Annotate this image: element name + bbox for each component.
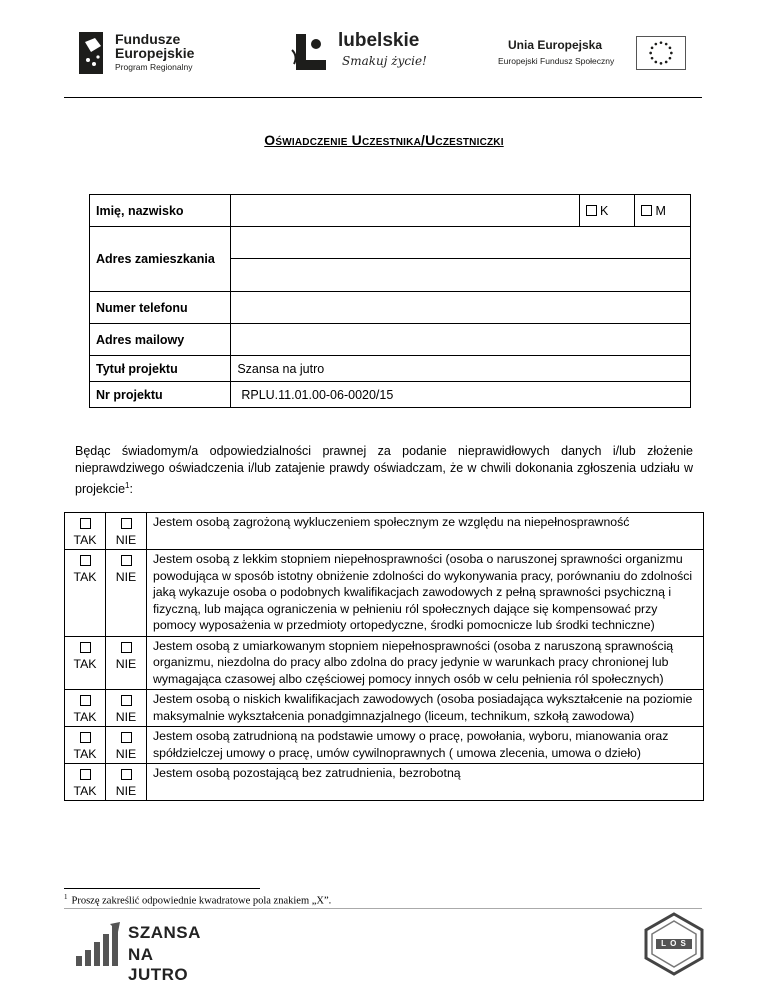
no-option[interactable]: [106, 764, 147, 801]
declaration-row: [65, 764, 704, 801]
fundusze-line1: Fundusze: [115, 31, 181, 47]
yes-label: TAK: [73, 710, 97, 724]
checkbox-icon: [80, 695, 91, 706]
los-text: L O S: [661, 939, 687, 948]
email-label: Adres mailowy: [90, 324, 231, 356]
declaration-row: [65, 550, 704, 637]
fundusze-europejskie-icon: [79, 30, 109, 74]
no-label: NIE: [115, 747, 137, 761]
los-logo: [642, 912, 706, 976]
project-number-value: RPLU.11.01.00-06-0020/15: [231, 382, 691, 408]
lubelskie-slogan: Smakuj życie!: [342, 54, 427, 68]
checkbox-icon: [641, 205, 652, 216]
header-divider: [64, 97, 702, 98]
phone-label: Numer telefonu: [90, 292, 231, 324]
declarations-table: [64, 512, 704, 801]
checkbox-icon: [121, 555, 132, 566]
yes-label: TAK: [73, 784, 97, 798]
gender-m-label: M: [655, 203, 666, 218]
checkbox-icon: [121, 695, 132, 706]
name-label: Imię, nazwisko: [90, 195, 231, 227]
eu-flag-icon: [636, 36, 686, 70]
no-label: NIE: [115, 570, 137, 584]
yes-label: TAK: [73, 570, 97, 584]
szansa-line2: NA JUTRO: [128, 945, 189, 984]
yes-label: TAK: [73, 533, 97, 547]
declaration-intro: [75, 443, 693, 498]
checkbox-icon: [121, 642, 132, 653]
yes-option[interactable]: [65, 690, 106, 727]
fundusze-sub: Program Regionalny: [115, 62, 193, 72]
no-option[interactable]: [106, 690, 147, 727]
gender-m-option[interactable]: [635, 195, 691, 227]
no-option[interactable]: [106, 636, 147, 690]
fundusze-line2: Europejskie: [115, 45, 195, 61]
checkbox-icon: [80, 642, 91, 653]
address-field-line1[interactable]: [231, 227, 691, 259]
unia-europejska-logo: [498, 36, 688, 74]
footnote-number: 1: [64, 893, 68, 901]
yes-option[interactable]: [65, 513, 106, 550]
intro-text: Będąc świadomym/a odpowiedzialności prawnej za podanie nieprawidłowych danych i/lub złożenie nieprawdziwego oświadczenia i/lub zatajenie prawdy oświadczam, że w chwili dokonania zgłoszenia udziału w projekcie: [75, 444, 693, 497]
declaration-row: [65, 690, 704, 727]
rising-bars-icon: [72, 922, 124, 966]
declaration-row: [65, 727, 704, 764]
declaration-text: Jestem osobą z lekkim stopniem niepełnosprawności (osoba o naruszonej sprawności organizmu powodująca w sposób istotny obniżenie zdolności do wykonywania pracy, porównaniu do zdolności jaką wykazuje osoba o podobnych kwalifikacjach zawodowych z pełną sprawności psychiczną i fizyczną, lub mająca ograniczenia w pełnieniu ról społecznych dające się kompensować przy pomocy wyposażenia w przedmioty ortopedyczne, środki pomocnicze lub środki techniczne): [147, 550, 704, 637]
phone-field[interactable]: [231, 292, 691, 324]
ue-sub: Europejski Fundusz Społeczny: [498, 56, 615, 66]
gender-k-option[interactable]: [580, 195, 635, 227]
checkbox-icon: [586, 205, 597, 216]
yes-label: TAK: [73, 656, 97, 671]
declaration-text: Jestem osobą z umiarkowanym stopniem niepełnosprawności (osoba z naruszoną sprawnością organizmu, niezdolna do pracy albo zdolna do pracy jedynie w warunkach pracy chronionej lub wymagająca czasowej albo częściowej pomocy innych osób w celu pełnienia ról społecznych): [147, 636, 704, 690]
gender-k-label: K: [600, 203, 609, 218]
project-title-label: Tytuł projektu: [90, 356, 231, 382]
no-label: NIE: [115, 784, 137, 798]
footnote: [64, 893, 331, 907]
yes-option[interactable]: [65, 727, 106, 764]
checkbox-icon: [121, 769, 132, 780]
email-field[interactable]: [231, 324, 691, 356]
checkbox-icon: [121, 732, 132, 743]
page-title: Oświadczenie Uczestnika/Uczestniczki: [264, 132, 504, 148]
address-label: Adres zamieszkania: [90, 227, 231, 292]
szansa-na-jutro-logo: [72, 918, 212, 984]
checkbox-icon: [80, 769, 91, 780]
checkbox-icon: [80, 732, 91, 743]
declaration-row: [65, 636, 704, 690]
footer-divider: [64, 908, 702, 909]
yes-option[interactable]: [65, 636, 106, 690]
lubelskie-logo: [290, 28, 430, 78]
no-label: NIE: [115, 710, 137, 724]
declaration-text: Jestem osobą zatrudnioną na podstawie umowy o pracę, powołania, wyboru, mianowania oraz spółdzielczej umowy o pracę, umów cywilnoprawnych ( umowa zlecenia, umowa o dzieło): [147, 727, 704, 764]
declaration-text: Jestem osobą zagrożoną wykluczeniem społecznym ze względu na niepełnosprawność: [147, 513, 704, 550]
intro-tail: :: [129, 482, 133, 497]
participant-form: [89, 194, 691, 408]
lubelskie-title: lubelskie: [338, 30, 420, 51]
name-field[interactable]: [231, 195, 580, 227]
yes-option[interactable]: [65, 764, 106, 801]
no-label: NIE: [115, 533, 137, 547]
no-option[interactable]: [106, 550, 147, 637]
no-option[interactable]: [106, 513, 147, 550]
szansa-line1: SZANSA: [128, 923, 201, 942]
project-number-label: Nr projektu: [90, 382, 231, 408]
footnote-text: Proszę zakreślić odpowiednie kwadratowe pola znakiem „X”.: [71, 895, 332, 907]
ue-title: Unia Europejska: [508, 38, 603, 52]
lubelskie-icon: [290, 30, 332, 74]
yes-label: TAK: [73, 747, 97, 761]
footnote-divider: [64, 888, 260, 889]
checkbox-icon: [80, 518, 91, 529]
no-option[interactable]: [106, 727, 147, 764]
address-field-line2[interactable]: [231, 259, 691, 292]
yes-option[interactable]: [65, 550, 106, 637]
checkbox-icon: [121, 518, 132, 529]
declaration-text: Jestem osobą pozostającą bez zatrudnienia, bezrobotną: [147, 764, 704, 801]
footnote-ref: 1: [125, 481, 130, 490]
project-title-value: Szansa na jutro: [231, 356, 691, 382]
fundusze-europejskie-logo: [79, 30, 209, 78]
no-label: NIE: [115, 656, 137, 671]
checkbox-icon: [80, 555, 91, 566]
declaration-text: Jestem osobą o niskich kwalifikacjach zawodowych (osoba posiadająca wykształcenie na poziomie maksymalnie wykształcenia ponadgimnazjalnego (liceum, technikum, szkołą zawodowa): [147, 690, 704, 727]
declaration-row: [65, 513, 704, 550]
